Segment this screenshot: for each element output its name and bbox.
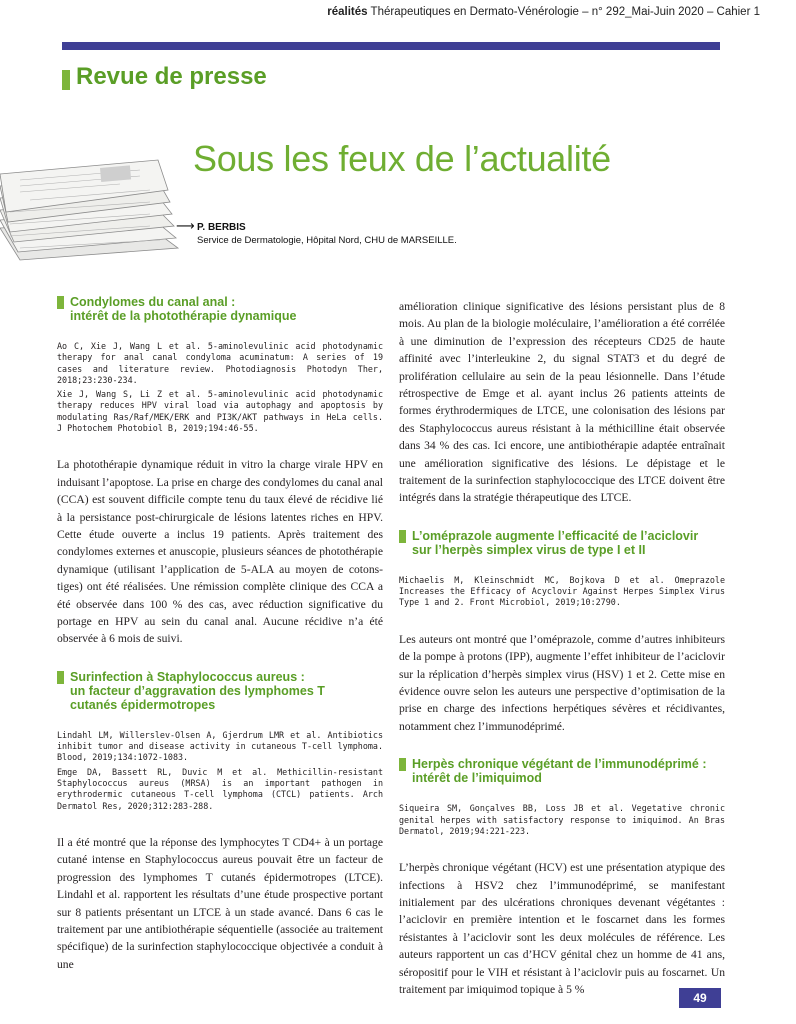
article-body: La photothérapie dynamique réduit in vitro la charge virale HPV en induisant l’apoptose. La prise en charge des condylomes du canal anal (CCA) est souvent difficile compte tenu du taux élevé de récidive lié à la persistance post-chirurgicale de lésions latentes riches en HPV. Cette étude ouverte a inclus 19 patients. Après traitement des condylomes externes et anuscopie, plusieurs séances de photothérapie dynamique (utilisant l’application de 5-ALA au moyen de cotons-tiges) ont été réalisées. Une rémission complète clinique des CCA a été observée dans 100 % des cas, avec réduction significative du portage en HPV au sein du canal anal. Aucune récidive n’a été observée à 6 mois de suivi. [57, 458, 383, 646]
journal-brand: réalités [327, 6, 368, 18]
reference: Siqueira SM, Gonçalves BB, Loss JB et al. Vegetative chronic genital herpes with satisfactory response to imiquimod. An Bras Dermatol, 2019;94:221-223. [399, 803, 725, 836]
author-name: P. BERBIS [197, 222, 246, 233]
header-rule [62, 42, 720, 50]
left-column [57, 295, 383, 995]
article-references [57, 341, 383, 434]
reference: Xie J, Wang S, Li Z et al. 5-aminolevulinic acid photodynamic therapy reduces HPV viral load via autophagy and apoptosis by modulating Ras/Raf/MEK/ERK and PI3K/AKT pathways in HeLa cells. J Photochem Photobiol B, 2019;194:46-55. [57, 389, 383, 434]
arrow-right-icon: ⟶ [176, 219, 195, 234]
article-body-continued: amélioration clinique significative des lésions persistant plus de 8 mois. Au plan de la biologie moléculaire, l’amélioration a été corrélée à une diminution de l’expression des récepteurs CD25 de haute affinité avec l’interleukine 2, du signal STAT3 et du degré de prolifération cellulaire au sein de la peau lésionnelle. Dans l’étude rétrospective de Emge et al. ayant inclus 26 patients atteints de formes érythrodermiques de LTCE, une colonisation des lésions par des Staphylococcus aureus résistant à la méthicilline était observée dans 34 % des cas. Ici encore, une antibiothérapie adaptée entraînait une amélioration significative des lésions. Le dépistage et le traitement de la surinfection staphylococcique des LTCE doivent être intégrés dans la stratégie thérapeutique des LTCE. [399, 300, 725, 505]
article-heading: Surinfection à Staphylococcus aureus : un facteur d’aggravation des lymphomes T cutanés épidermotropes [57, 670, 383, 712]
page-number: 49 [679, 988, 721, 1008]
section-title: Revue de presse [76, 63, 267, 90]
article-body: L’herpès chronique végétant (HCV) est une présentation atypique des infections à HSV2 chez l’immunodéprimé, se manifestant initialement par des ulcérations chroniques devenant végétantes : l’aciclovir en première intention et le foscarnet dans les formes résistantes à l’aciclovir sont les deux molécules de référence. Les auteurs rapportent un cas d’HCV génital chez un homme de 41 ans, séropositif pour le VIH et résistant à l’aciclovir puis au foscarnet. Un traitement par imiquimod topique à 5 % [399, 861, 725, 996]
reference: Emge DA, Bassett RL, Duvic M et al. Methicillin-resistant Staphylococcus aureus (MRSA) is an important pathogen in erythrodermic cutaneous T-cell lymphoma (CTCL) patients. Arch Dermatol Res, 2020;312:283-288. [57, 766, 383, 811]
right-column [399, 298, 725, 1020]
author-affiliation: Service de Dermatologie, Hôpital Nord, CHU de MARSEILLE. [197, 235, 457, 246]
article-references [399, 803, 725, 837]
article-references [399, 575, 725, 609]
article-heading: Condylomes du canal anal : intérêt de la photothérapie dynamique [57, 295, 383, 323]
reference: Ao C, Xie J, Wang L et al. 5-aminolevulinic acid photodynamic therapy for anal canal condyloma acuminatum: A series of 19 cases and literature review. Photodiagnosis Photodyn Ther, 2018;23:230-234. [57, 341, 383, 385]
page-title: Sous les feux de l’actualité [193, 138, 611, 179]
article-heading: L’oméprazole augmente l’efficacité de l’aciclovir sur l’herpès simplex virus de type I et II [399, 529, 725, 557]
journal-header [320, 6, 760, 18]
article-references [57, 730, 383, 812]
article-body: Il a été montré que la réponse des lymphocytes T CD4+ à un portage cutané intense en Staphylococcus aureus pouvait être un facteur de progression des lymphomes T cutanés épidermotropes (LTCE). Lindahl et al. rapportent les résultats d’une étude prospective portant sur 8 patients présentant un LTCE à un stade avancé. Dans 6 cas le traitement par une antibiothérapie séquentielle (associée au traitement spécifique) de la surinfection staphylococcique objectivée a conduit à une [57, 835, 383, 971]
reference: Lindahl LM, Willerslev-Olsen A, Gjerdrum LMR et al. Antibiotics inhibit tumor and disease activity in cutaneous T-cell lymphoma. Blood, 2019;134:1072-1083. [57, 729, 383, 763]
section-marker [62, 70, 70, 90]
article-heading: Herpès chronique végétant de l’immunodéprimé : intérêt de l’imiquimod [399, 757, 725, 785]
article-body: Les auteurs ont montré que l’oméprazole, comme d’autres inhibiteurs de la pompe à protons (IPP), augmente l’effet inhibiteur de l’aciclovir sur la réplication d’herpès simplex virus (HSV) 1 et 2. Cette mise en évidence ouvre selon les auteurs une perspective d’optimisation de la prise en charge des infections herpétiques sévères et récidivantes, notamment chez l’immunodéprimé. [399, 632, 725, 733]
newspaper-stack-image [0, 150, 180, 262]
reference: Michaelis M, Kleinschmidt MC, Bojkova D et al. Omeprazole Increases the Efficacy of Acyclovir Against Herpes Simplex Virus Type 1 and 2. Front Microbiol, 2019;10:2790. [399, 574, 725, 608]
journal-issue: Thérapeutiques en Dermato-Vénérologie – n° 292_Mai-Juin 2020 – Cahier 1 [370, 6, 760, 18]
